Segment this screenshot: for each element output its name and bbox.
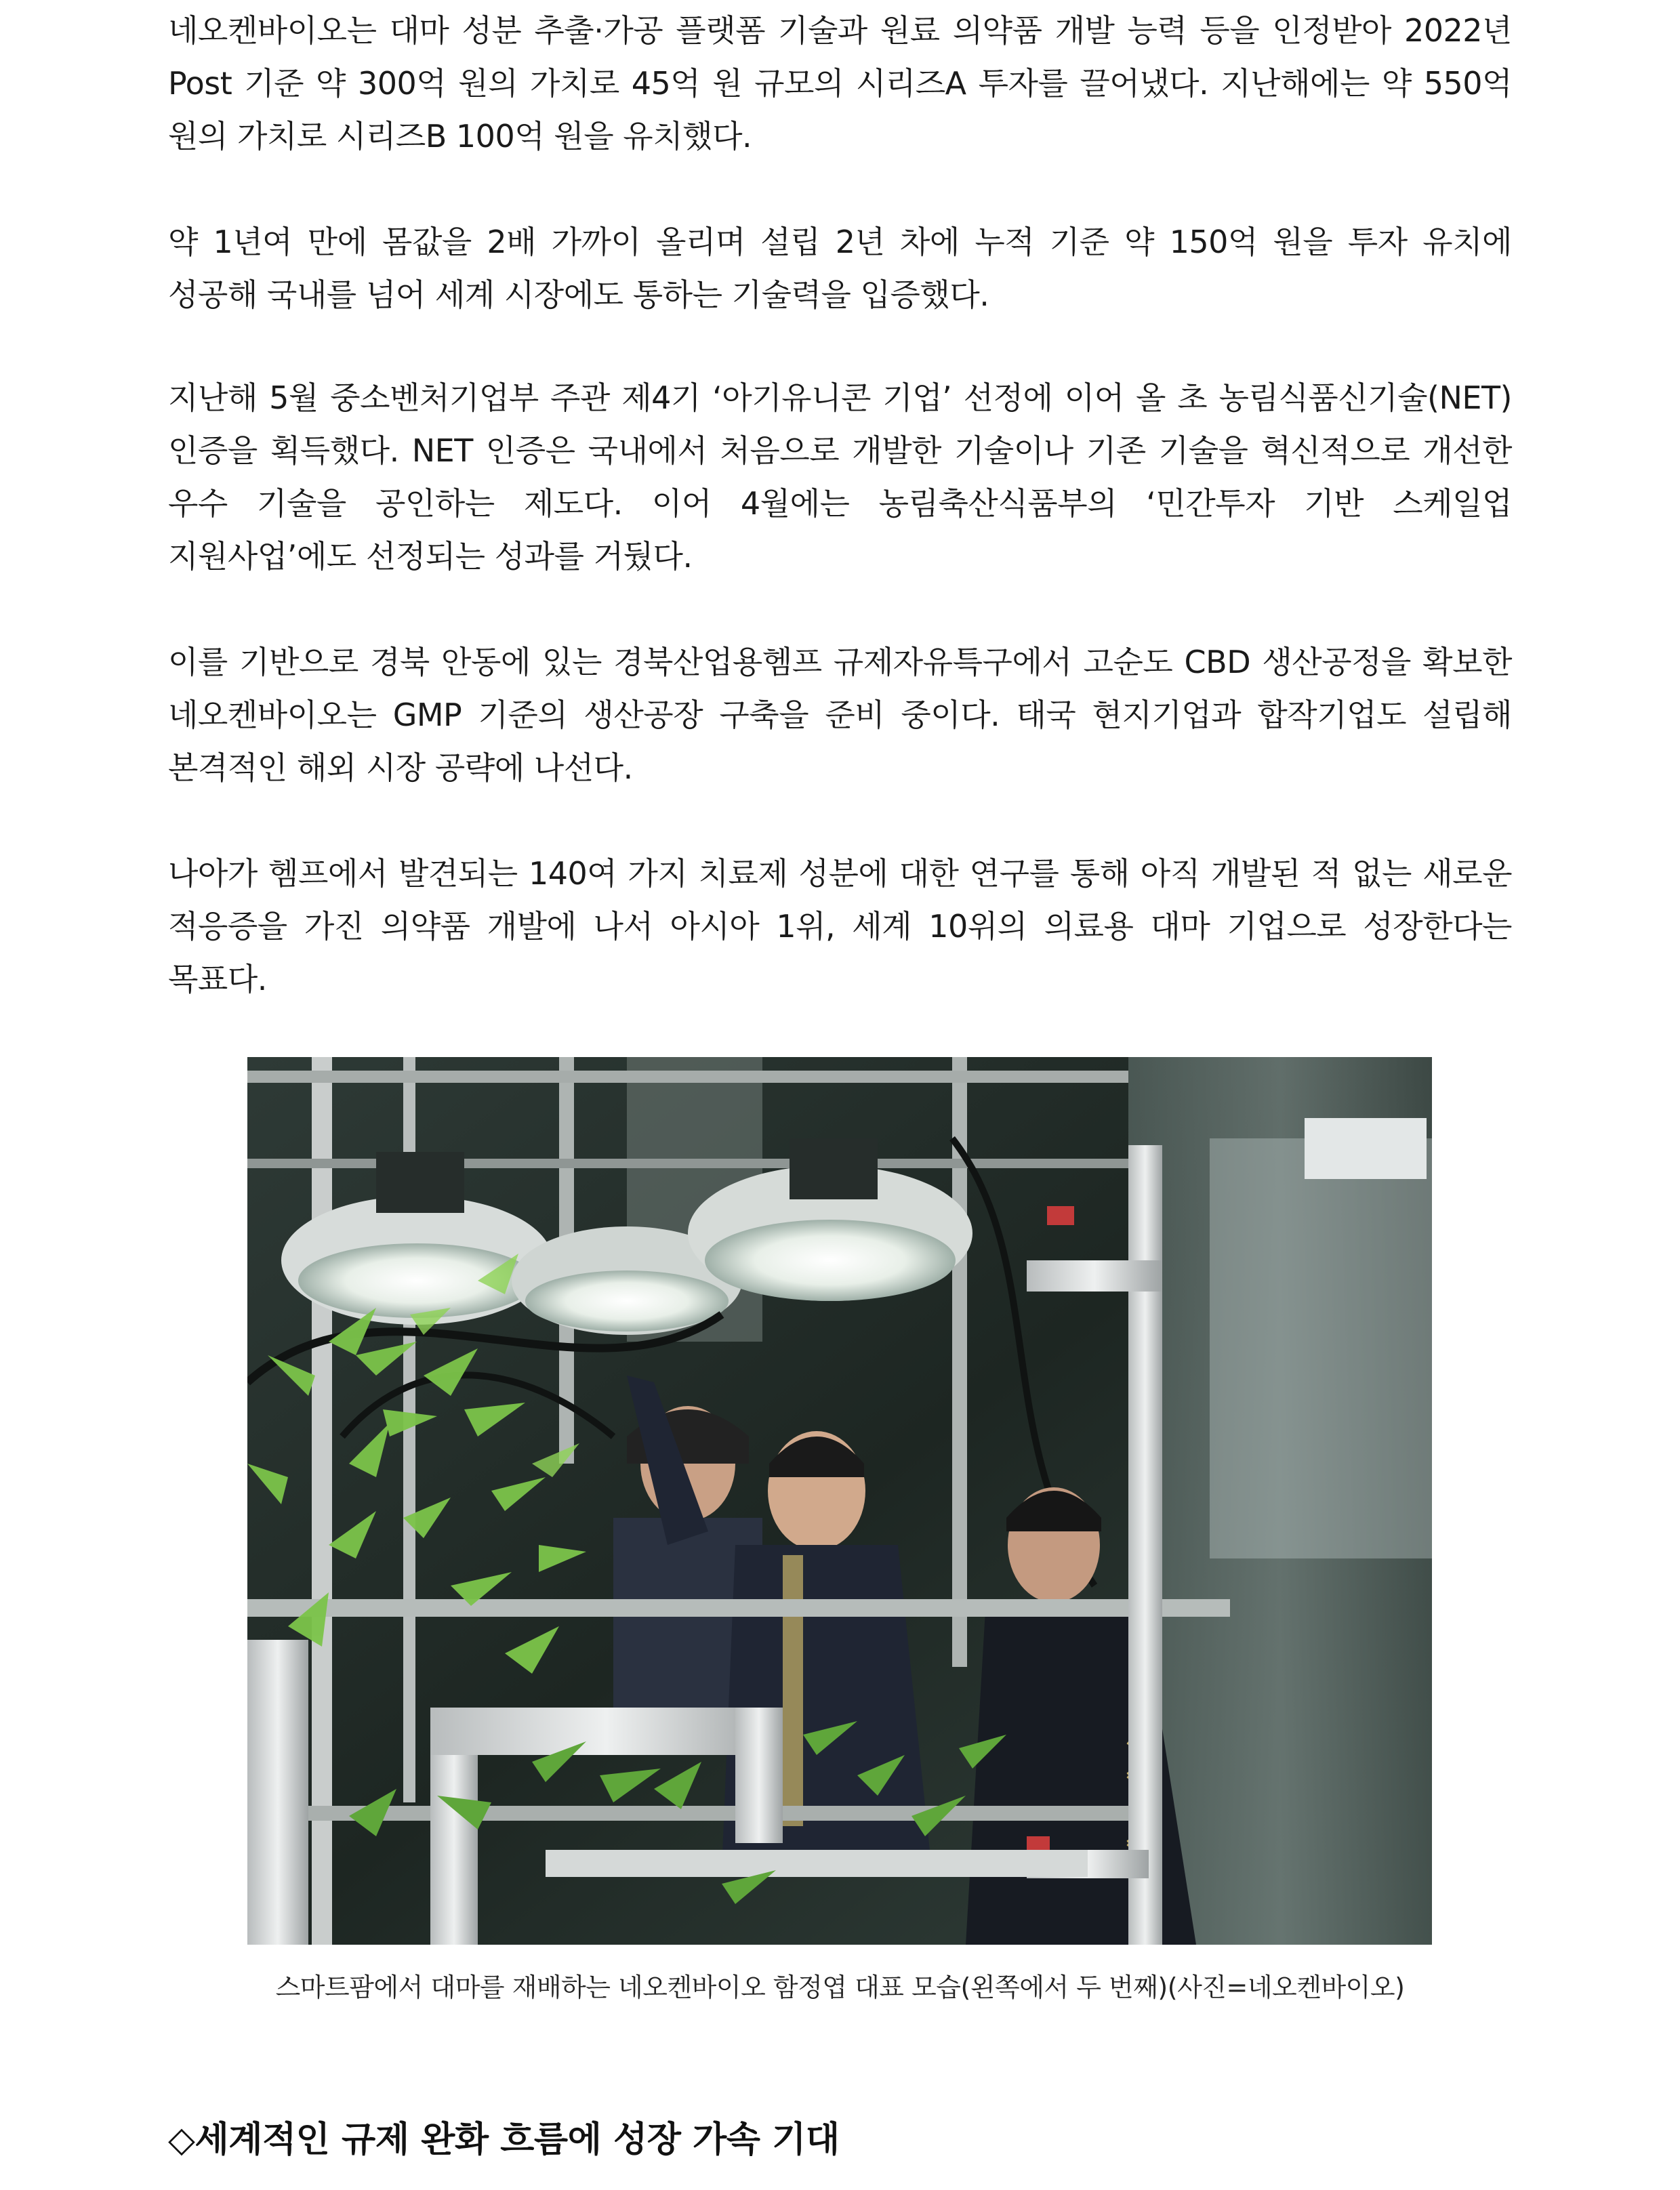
article-paragraph-1: 네오켄바이오는 대마 성분 추출·가공 플랫폼 기술과 원료 의약품 개발 능력 등을 인정받아 2022년 Post 기준 약 300억 원의 가치로 45억 원 규모의 시리즈A 투자를 끌어냈다. 지난해에는 약 550억 원의 가치로 시리즈B 100억 원을 유치했다. bbox=[168, 12, 1512, 154]
article-paragraph-2: 약 1년여 만에 몸값을 2배 가까이 올리며 설립 2년 차에 누적 기준 약 150억 원을 투자 유치에 성공해 국내를 넘어 세계 시장에도 통하는 기술력을 입증했다. bbox=[168, 224, 1512, 313]
article-paragraph-5: 나아가 헴프에서 발견되는 140여 가지 치료제 성분에 대한 연구를 통해 아직 개발된 적 없는 새로운 적응증을 가진 의약품 개발에 나서 아시아 1위, 세계 10위의 의료용 대마 기업으로 성장한다는 목표다. bbox=[168, 855, 1512, 997]
article-paragraph-4: 이를 기반으로 경북 안동에 있는 경북산업용헴프 규제자유특구에서 고순도 CBD 생산공정을 확보한 네오켄바이오는 GMP 기준의 생산공장 구축을 준비 중이다. 태국 현지기업과 합작기업도 설립해 본격적인 해외 시장 공략에 나선다. bbox=[168, 644, 1512, 786]
section-heading: ◇세계적인 규제 완화 흐름에 성장 가속 기대 bbox=[168, 2120, 840, 2160]
photo-caption: 스마트팜에서 대마를 재배하는 네오켄바이오 함정엽 대표 모습(왼쪽에서 두 번째)(사진=네오켄바이오) bbox=[275, 1972, 1405, 2002]
smart-farm-photo bbox=[247, 1057, 1432, 1945]
article-paragraph-3: 지난해 5월 중소벤처기업부 주관 제4기 ‘아기유니콘 기업’ 선정에 이어 올 초 농림식품신기술(NET) 인증을 획득했다. NET 인증은 국내에서 처음으로 개발한 기술이나 기존 기술을 혁신적으로 개선한 우수 기술을 공인하는 제도다. 이어 4월에는 농림축산식품부의 ‘민간투자 기반 스케일업 지원사업’에도 선정되는 성과를 거뒀다. bbox=[168, 379, 1512, 575]
